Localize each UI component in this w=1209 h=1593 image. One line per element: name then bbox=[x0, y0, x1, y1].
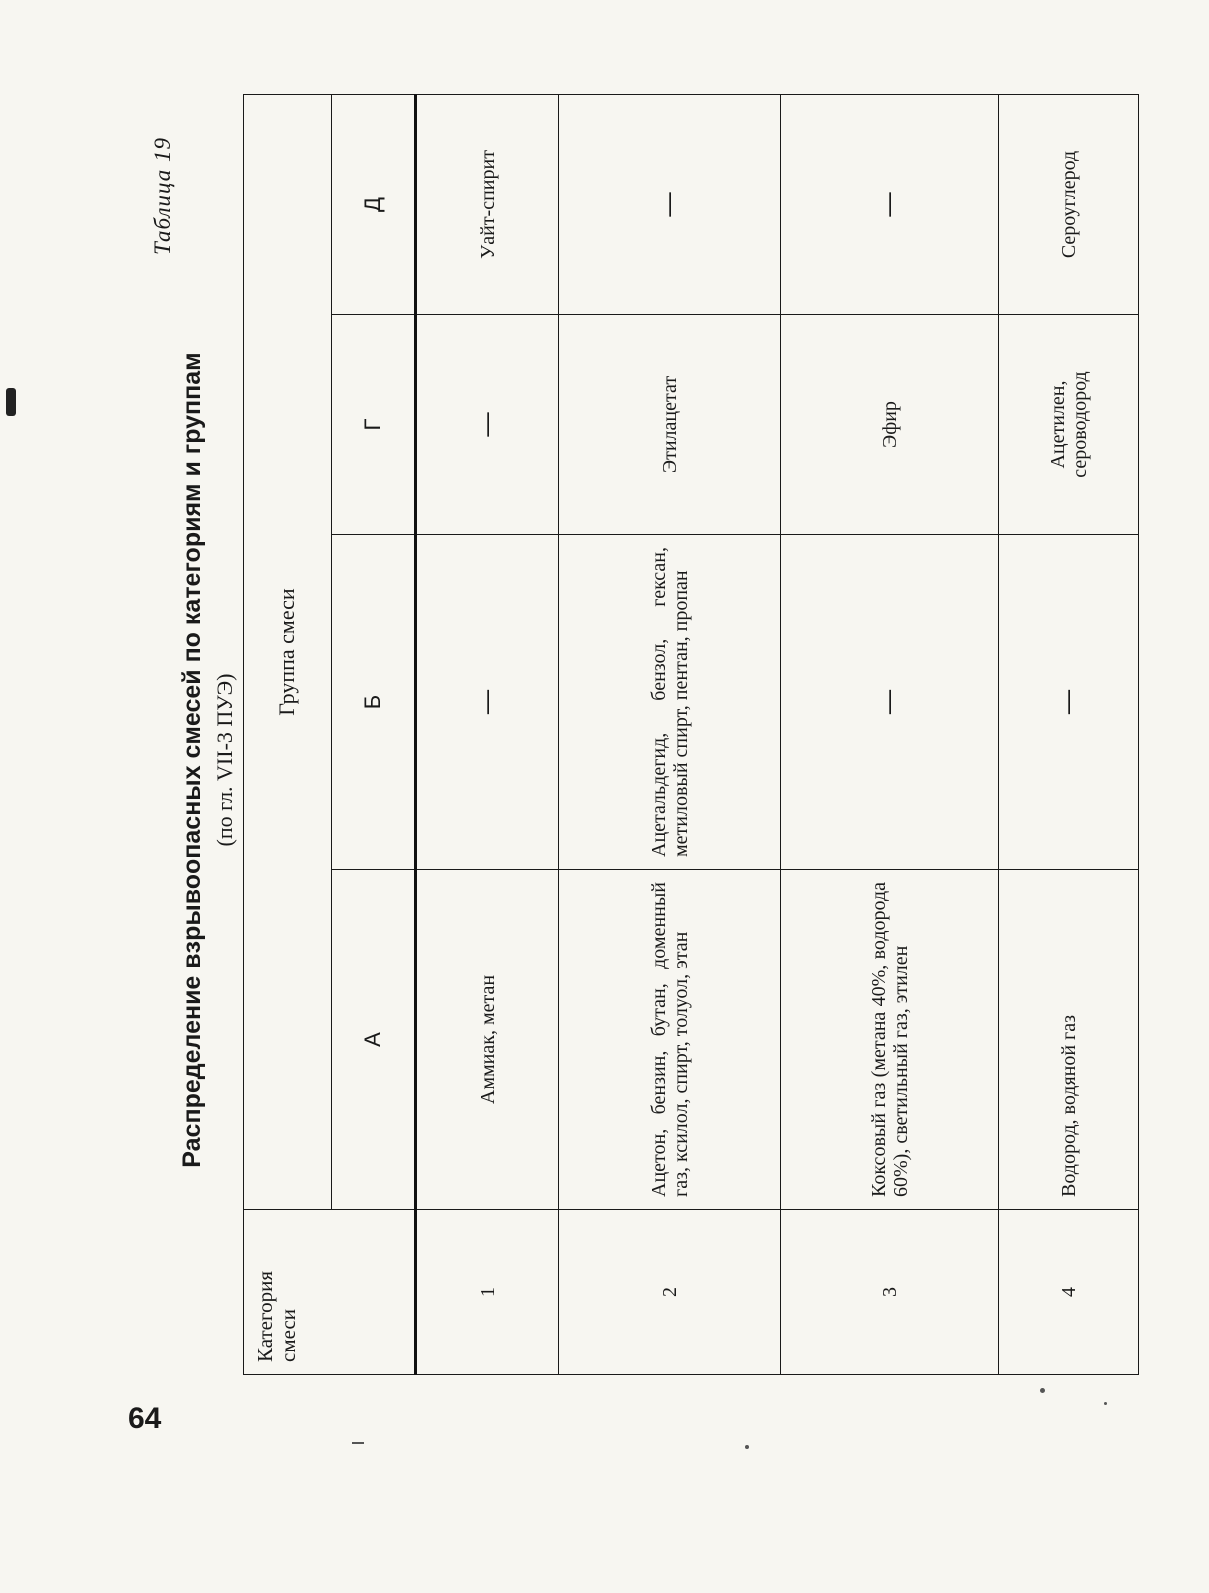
page-number: 64 bbox=[128, 1402, 162, 1435]
scan-speck bbox=[1040, 1388, 1045, 1393]
category-cell: 4 bbox=[999, 1210, 1139, 1375]
table-cell: Водород, водяной газ bbox=[999, 870, 1139, 1210]
table-cell: Эфир bbox=[781, 315, 999, 535]
table-cell: Аммиак, метан bbox=[416, 870, 559, 1210]
table-title: Распределение взрывоопасных смесей по категориям и группам bbox=[178, 352, 206, 1168]
category-cell: 2 bbox=[559, 1210, 781, 1375]
table-cell: Этилацетат bbox=[559, 315, 781, 535]
scan-speck bbox=[745, 1445, 749, 1449]
table-cell: — bbox=[999, 535, 1139, 870]
table-cell: — bbox=[416, 535, 559, 870]
table-cell: — bbox=[781, 535, 999, 870]
group-column-g: Г bbox=[332, 315, 416, 535]
table-subtitle: (по гл. VII-3 ПУЭ) bbox=[212, 673, 237, 847]
rotated-table-page bbox=[150, 95, 1160, 1425]
table-cell: — bbox=[416, 315, 559, 535]
table-row bbox=[781, 94, 999, 1374]
table-cell: Ацетальдегид, бензол, гексан, метиловый спирт, пентан, пропан bbox=[559, 535, 781, 870]
group-column-b: Б bbox=[332, 535, 416, 870]
table-cell: Ацетон, бензин, бутан, доменный газ, ксилол, спирт, толуол, этан bbox=[559, 870, 781, 1210]
table-row bbox=[999, 94, 1139, 1374]
table-cell: — bbox=[559, 94, 781, 314]
table-cell: Уайт-спирит bbox=[416, 94, 559, 314]
scan-speck bbox=[352, 1442, 364, 1444]
table-cell: Ацетилен, сероводород bbox=[999, 315, 1139, 535]
group-column-a: А bbox=[332, 870, 416, 1210]
scan-speck bbox=[1104, 1402, 1107, 1405]
group-column-d: Д bbox=[332, 94, 416, 314]
scan-speck bbox=[6, 388, 16, 416]
table-cell: Коксовый газ (метана 40%, водорода 60%), светильный газ, этилен bbox=[781, 870, 999, 1210]
table-row bbox=[559, 94, 781, 1374]
table-cell: Сероуглерод bbox=[999, 94, 1139, 314]
table-cell: — bbox=[781, 94, 999, 314]
category-cell: 3 bbox=[781, 1210, 999, 1375]
mixtures-table bbox=[243, 94, 1139, 1375]
table-caption: Таблица 19 bbox=[150, 137, 175, 256]
table-row bbox=[416, 94, 559, 1374]
category-cell: 1 bbox=[416, 1210, 559, 1375]
category-header: Категория смеси bbox=[244, 1210, 416, 1375]
group-header: Группа смеси bbox=[244, 94, 332, 1209]
